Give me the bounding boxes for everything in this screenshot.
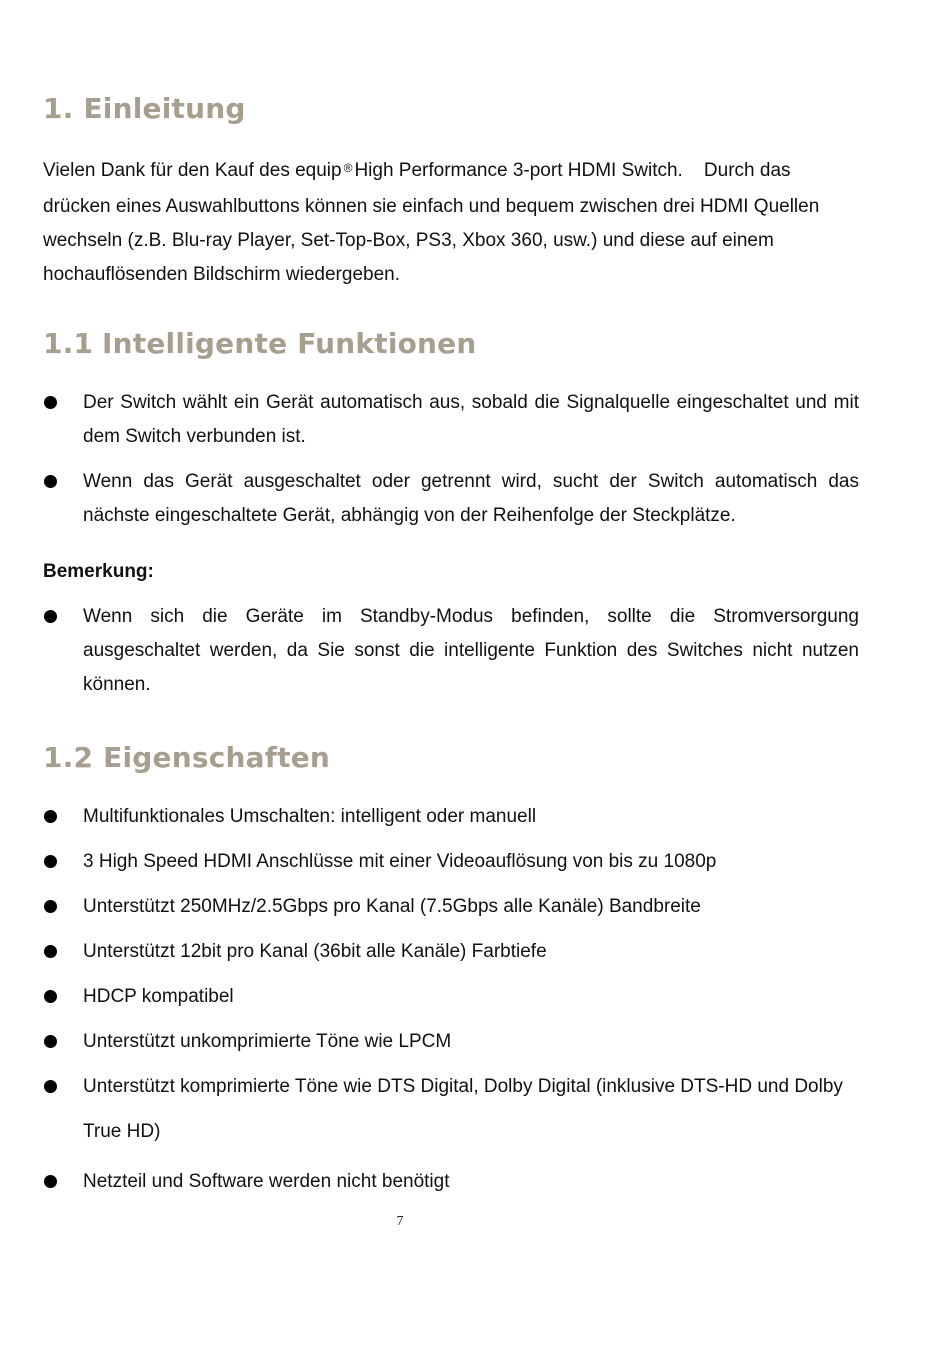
bullet-icon: [44, 1175, 57, 1188]
intro-line-4: hochauflösenden Bildschirm wiedergeben.: [43, 264, 401, 285]
list-item: Unterstützt komprimierte Töne wie DTS Digital, Dolby Digital (inklusive DTS-HD und Dolby True HD): [43, 1064, 859, 1154]
bullet-icon: [44, 900, 57, 913]
section-1-title: Einleitung: [83, 92, 246, 125]
section-1-1-title: Intelligente Funktionen: [102, 327, 477, 360]
section-1-2-number: 1.2: [43, 741, 94, 774]
list-item: 3 High Speed HDMI Anschlüsse mit einer Videoauflösung von bis zu 1080p: [43, 845, 859, 879]
bullet-icon: [44, 1035, 57, 1048]
page-number: 7: [396, 1214, 404, 1229]
list-item: Multifunktionales Umschalten: intelligent oder manuell: [43, 800, 859, 834]
list-item: Unterstützt unkomprimierte Töne wie LPCM: [43, 1025, 859, 1059]
intro-line-2: drücken eines Auswahlbuttons können sie einfach und bequem zwischen drei HDMI Quellen: [43, 196, 820, 217]
note-list: [43, 600, 859, 713]
intro-line-1: Vielen Dank für den Kauf des equip ® High Performance 3-port HDMI Switch. Durch das: [43, 160, 791, 181]
section-1-1-number: 1.1: [43, 327, 94, 360]
list-item: Netzteil und Software werden nicht benötigt: [43, 1165, 859, 1199]
list-item: Unterstützt 250MHz/2.5Gbps pro Kanal (7.5Gbps alle Kanäle) Bandbreite: [43, 890, 859, 924]
section-1-2-title: Eigenschaften: [103, 741, 331, 774]
list-item: HDCP kompatibel: [43, 980, 859, 1014]
intelligent-functions-list: [43, 386, 859, 544]
list-item: Wenn das Gerät ausgeschaltet oder getrennt wird, sucht der Switch automatisch das nächste eingeschaltete Gerät, abhängig von der Reihenfolge der Steckplätze.: [43, 465, 859, 533]
list-item: Unterstützt 12bit pro Kanal (36bit alle Kanäle) Farbtiefe: [43, 935, 859, 969]
section-1-2-heading: [43, 741, 330, 774]
intro-paragraph: [43, 151, 873, 292]
bullet-icon: [44, 610, 57, 623]
section-1-number: 1.: [43, 92, 74, 125]
bullet-icon: [44, 1080, 57, 1093]
bullet-icon: [44, 475, 57, 488]
bullet-icon: [44, 855, 57, 868]
note-label: Bemerkung:: [43, 561, 154, 582]
list-item: Wenn sich die Geräte im Standby-Modus befinden, sollte die Stromversorgung ausgeschaltet werden, da Sie sonst die intelligente Funktion des Switches nicht nutzen können.: [43, 600, 859, 702]
bullet-icon: [44, 810, 57, 823]
bullet-icon: [44, 945, 57, 958]
bullet-icon: [44, 990, 57, 1003]
features-list: [43, 800, 859, 1210]
section-1-heading: [43, 92, 246, 125]
bullet-icon: [44, 396, 57, 409]
list-item: Der Switch wählt ein Gerät automatisch aus, sobald die Signalquelle eingeschaltet und mit dem Switch verbunden ist.: [43, 386, 859, 454]
registered-mark: ®: [343, 161, 353, 175]
section-1-1-heading: [43, 327, 477, 360]
intro-line-3: wechseln (z.B. Blu-ray Player, Set-Top-Box, PS3, Xbox 360, usw.) und diese auf einem: [43, 230, 774, 251]
